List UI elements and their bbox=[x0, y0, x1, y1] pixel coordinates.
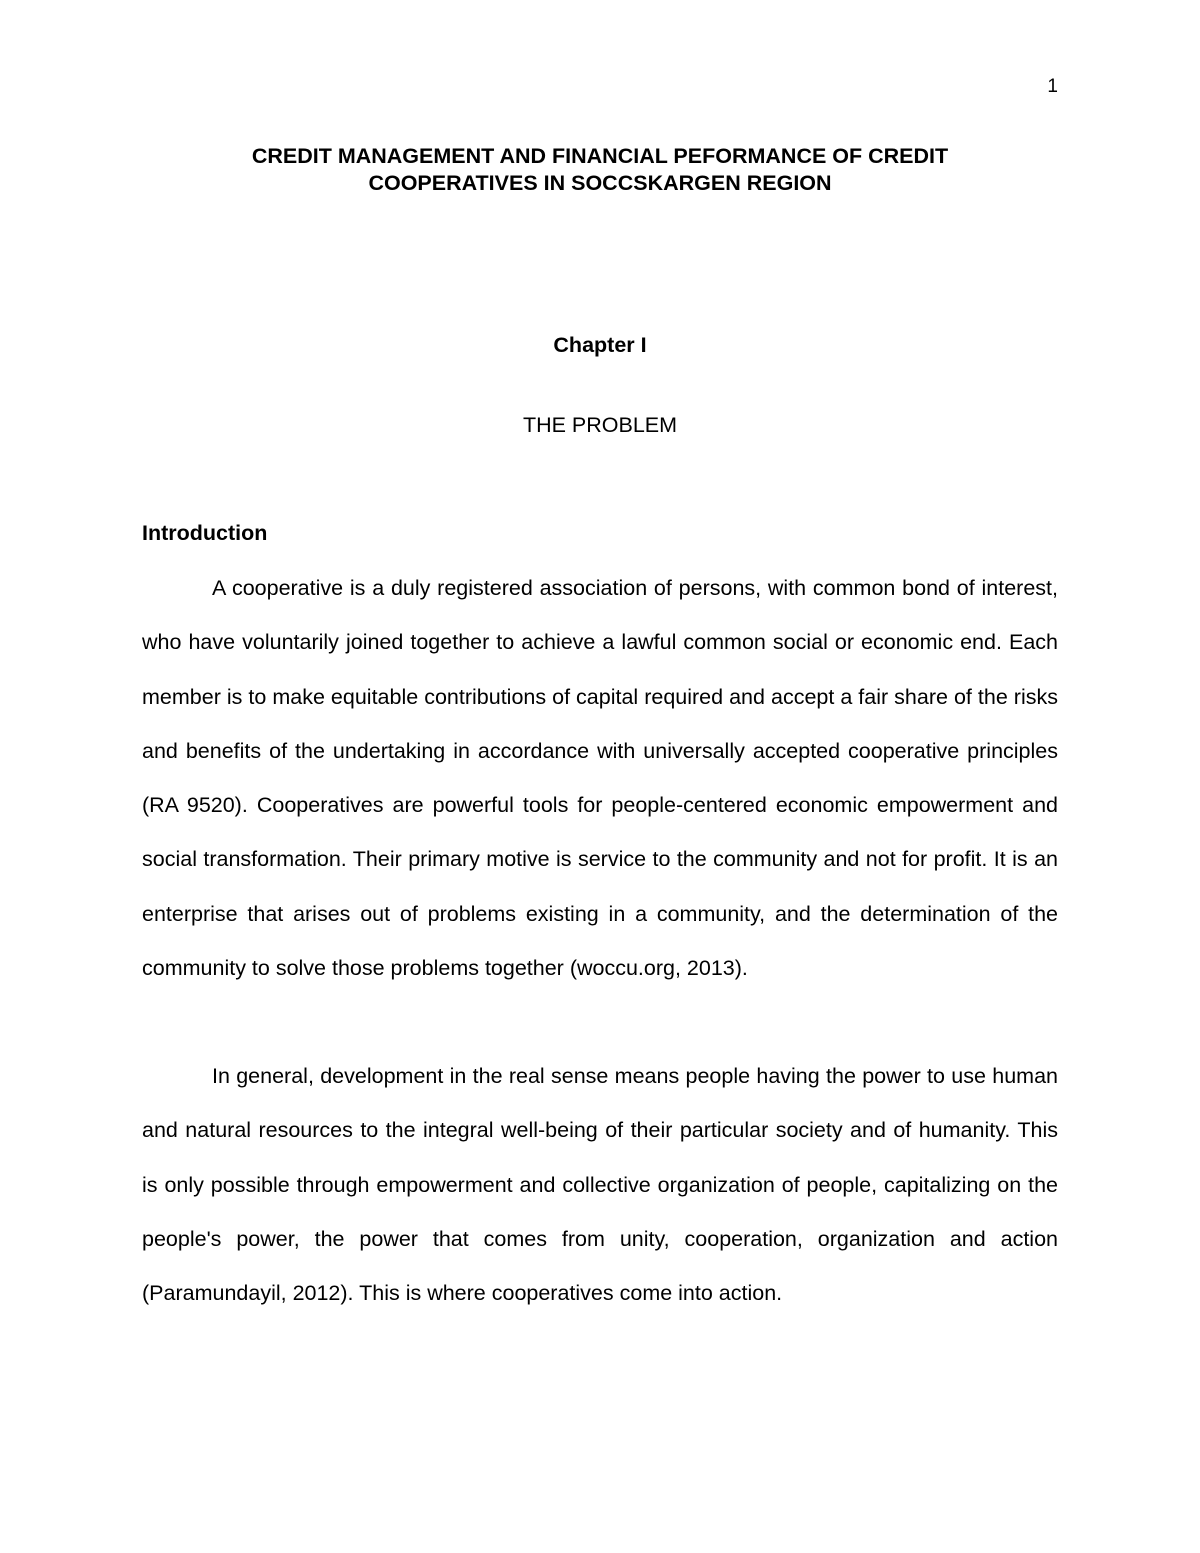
page-number: 1 bbox=[1047, 76, 1058, 97]
chapter-label: Chapter I bbox=[553, 333, 647, 357]
document-title-line-2: COOPERATIVES IN SOCCSKARGEN REGION bbox=[368, 171, 832, 195]
document-title bbox=[142, 143, 1058, 197]
section-heading: Introduction bbox=[142, 521, 268, 545]
body-paragraph-1: A cooperative is a duly registered association of persons, with common bond of interest, who have voluntarily joined together to achieve a lawful common social or economic end. Each member is to make equitable contributions of capital required and accept a fair share of the risks and benefits of the undertaking in accordance with universally accepted cooperative principles (RA 9520). Cooperatives are powerful tools for people-centered economic empowerment and social transformation. Their primary motive is service to the community and not for profit. It is an enterprise that arises out of problems existing in a community, and the determination of the community to solve those problems together (woccu.org, 2013). bbox=[142, 576, 1058, 981]
document-title-line-1: CREDIT MANAGEMENT AND FINANCIAL PEFORMANCE OF CREDIT bbox=[251, 144, 949, 168]
body-paragraph-2: In general, development in the real sense means people having the power to use human and natural resources to the integral well-being of their particular society and of humanity. This is only possible through empowerment and collective organization of people, capitalizing on the people's power, the power that comes from unity, cooperation, organization and action (Paramundayil, 2012). This is where cooperatives come into action. bbox=[142, 1064, 1058, 1306]
chapter-heading: THE PROBLEM bbox=[522, 413, 678, 437]
